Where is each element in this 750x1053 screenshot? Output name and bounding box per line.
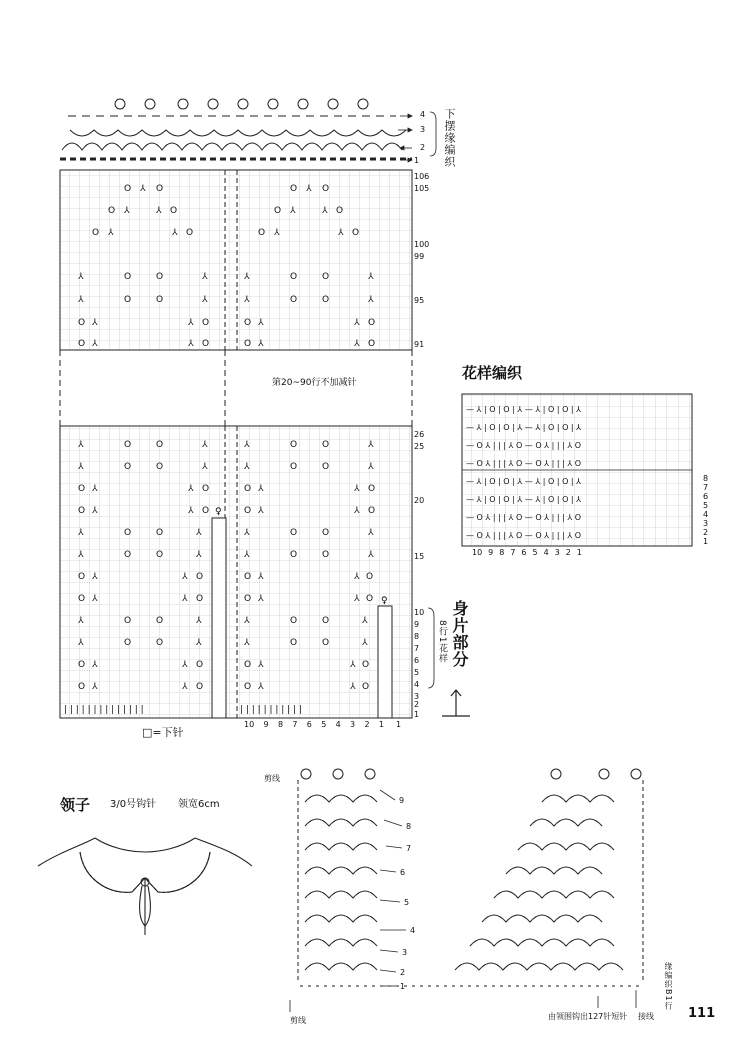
svg-text:O: O	[290, 462, 298, 472]
svg-text:⅄: ⅄	[92, 660, 98, 670]
pattern-col-label: 10	[472, 548, 483, 557]
pattern-row-label: 3	[703, 519, 709, 528]
svg-text:⅄: ⅄	[350, 660, 356, 670]
svg-text:⅄: ⅄	[92, 318, 98, 328]
svg-text:O: O	[186, 228, 194, 238]
pattern-col-label: 5	[532, 548, 538, 557]
svg-text:⅄: ⅄	[258, 682, 264, 692]
row-label: 91	[414, 340, 425, 349]
svg-text:| | | | | | | | | | | | | |: | | | | | | | | | | | | | |	[64, 705, 144, 715]
hem-row-label: 4	[420, 110, 426, 119]
repeat-note: 8行1花样	[437, 620, 447, 664]
row-label: 99	[414, 252, 425, 261]
svg-text:⅄: ⅄	[322, 206, 328, 216]
svg-text:⅄: ⅄	[258, 572, 264, 582]
join-label: 接线	[638, 1012, 654, 1021]
svg-text:⅄: ⅄	[244, 550, 250, 560]
svg-text:O: O	[124, 550, 132, 560]
hem-edging	[60, 99, 412, 159]
chart-skipped-section	[60, 350, 412, 426]
row-label: 6	[414, 656, 420, 665]
svg-text:O: O	[244, 339, 252, 349]
svg-text:O: O	[124, 440, 132, 450]
svg-text:O: O	[156, 528, 164, 538]
pattern-col-label: 4	[543, 548, 549, 557]
svg-text:O: O	[290, 528, 298, 538]
pattern-title: 花样编织	[462, 364, 523, 382]
svg-text:⅄: ⅄	[244, 616, 250, 626]
svg-text:⅄: ⅄	[140, 184, 146, 194]
svg-text:⅄: ⅄	[92, 594, 98, 604]
svg-text:⅄: ⅄	[258, 484, 264, 494]
svg-text:⅄: ⅄	[202, 462, 208, 472]
svg-text:O: O	[196, 682, 204, 692]
row-label: 15	[414, 552, 425, 561]
svg-text:O: O	[258, 228, 266, 238]
svg-text:O: O	[244, 506, 252, 516]
svg-text:O: O	[202, 339, 210, 349]
collar-row-arrows	[290, 790, 636, 1012]
svg-text:⅄: ⅄	[368, 272, 374, 282]
svg-text:O: O	[124, 638, 132, 648]
svg-text:— ⅄ | O | O | ⅄ — ⅄ | O | O |: — ⅄ | O | O | ⅄ — ⅄ | O | O | ⅄	[466, 495, 582, 504]
svg-text:O: O	[202, 506, 210, 516]
svg-text:O: O	[290, 616, 298, 626]
svg-text:O: O	[156, 550, 164, 560]
svg-text:⅄: ⅄	[338, 228, 344, 238]
row-label: 1	[414, 710, 420, 719]
row-label: 2	[414, 700, 420, 709]
svg-text:⅄: ⅄	[368, 550, 374, 560]
svg-text:⅄: ⅄	[156, 206, 162, 216]
svg-text:O: O	[244, 660, 252, 670]
hem-row-arrows	[398, 114, 412, 162]
pattern-col-label: 1	[576, 548, 582, 557]
svg-text:⅄: ⅄	[92, 506, 98, 516]
col-label: 4	[335, 720, 341, 729]
svg-text:⅄: ⅄	[196, 528, 202, 538]
svg-text:O: O	[156, 272, 164, 282]
svg-text:⅄: ⅄	[78, 528, 84, 538]
svg-text:O: O	[78, 682, 86, 692]
hem-row-label: 3	[420, 125, 426, 134]
col-label: 8	[277, 720, 284, 729]
svg-text:⅄: ⅄	[108, 228, 114, 238]
svg-text:⅄: ⅄	[244, 440, 250, 450]
edge-label: 缘编织B1行	[664, 962, 673, 1011]
svg-text:⅄: ⅄	[182, 594, 188, 604]
svg-text:⅄: ⅄	[78, 462, 84, 472]
cut-thread-bottom: 剪线	[290, 1016, 306, 1025]
svg-text:— O ⅄ | | | ⅄ O — O ⅄ | | | ⅄: — O ⅄ | | | ⅄ O — O ⅄ | | | ⅄ O	[466, 513, 582, 522]
svg-text:— O ⅄ | | | ⅄ O — O ⅄ | | | ⅄: — O ⅄ | | | ⅄ O — O ⅄ | | | ⅄ O	[466, 531, 582, 540]
svg-text:O: O	[196, 594, 204, 604]
svg-text:O: O	[368, 506, 376, 516]
collar-row-label: 6	[400, 868, 406, 877]
svg-text:♀: ♀	[215, 507, 222, 517]
svg-text:O: O	[322, 638, 330, 648]
pattern-col-label: 7	[510, 548, 516, 557]
svg-text:O: O	[362, 682, 370, 692]
svg-text:O: O	[124, 616, 132, 626]
svg-text:⅄: ⅄	[258, 594, 264, 604]
col-label: 1	[378, 720, 384, 729]
svg-text:⅄: ⅄	[354, 506, 360, 516]
pattern-row-label: 1	[703, 537, 709, 546]
pattern-row-label: 4	[703, 510, 709, 519]
svg-text:⅄: ⅄	[92, 484, 98, 494]
row-label: 3	[414, 692, 420, 701]
pattern-col-labels	[472, 548, 582, 557]
hem-row-label: 1	[414, 156, 420, 165]
pattern-row-label: 7	[703, 483, 709, 492]
column-labels	[244, 720, 384, 729]
svg-text:⅄: ⅄	[306, 184, 312, 194]
svg-text:O: O	[290, 440, 298, 450]
collar-hook: 3/0号钩针	[110, 799, 157, 810]
col-label: 2	[364, 720, 370, 729]
svg-text:⅄: ⅄	[202, 272, 208, 282]
row-label: 4	[414, 680, 420, 689]
svg-text:O: O	[156, 616, 164, 626]
svg-text:⅄: ⅄	[78, 272, 84, 282]
svg-text:O: O	[202, 484, 210, 494]
svg-text:⅄: ⅄	[354, 339, 360, 349]
col-label: 5	[321, 720, 327, 729]
pattern-col-label: 9	[488, 548, 494, 557]
svg-text:O: O	[156, 440, 164, 450]
col-label: 3	[350, 720, 356, 729]
svg-text:O: O	[202, 318, 210, 328]
svg-text:⅄: ⅄	[258, 506, 264, 516]
collar-row-label: 3	[402, 948, 408, 957]
svg-text:⅄: ⅄	[188, 339, 194, 349]
svg-text:O: O	[322, 616, 330, 626]
svg-text:⅄: ⅄	[78, 616, 84, 626]
svg-text:⅄: ⅄	[244, 462, 250, 472]
svg-text:O: O	[322, 440, 330, 450]
svg-text:O: O	[290, 184, 298, 194]
svg-text:⅄: ⅄	[188, 318, 194, 328]
up-arrow	[442, 690, 470, 716]
svg-text:⅄: ⅄	[244, 295, 250, 305]
row-label: 10	[414, 608, 425, 617]
svg-text:— O ⅄ | | | ⅄ O — O ⅄ | | | ⅄: — O ⅄ | | | ⅄ O — O ⅄ | | | ⅄ O	[466, 441, 582, 450]
collar-illustration	[38, 838, 252, 935]
svg-text:O: O	[124, 295, 132, 305]
row-label: 7	[414, 644, 420, 653]
svg-text:⅄: ⅄	[202, 295, 208, 305]
cut-thread-top: 剪线	[264, 774, 280, 783]
svg-text:⅄: ⅄	[172, 228, 178, 238]
svg-text:O: O	[290, 550, 298, 560]
svg-text:O: O	[244, 484, 252, 494]
svg-text:O: O	[78, 572, 86, 582]
row-label: 9	[414, 620, 420, 629]
legend: □=下针	[142, 726, 184, 739]
svg-text:O: O	[366, 572, 374, 582]
collar-chart	[298, 769, 643, 986]
svg-text:⅄: ⅄	[362, 616, 368, 626]
svg-text:⅄: ⅄	[78, 638, 84, 648]
collar-row-label: 5	[404, 898, 410, 907]
svg-text:O: O	[78, 339, 86, 349]
svg-text:O: O	[78, 318, 86, 328]
svg-text:O: O	[170, 206, 178, 216]
svg-text:O: O	[322, 528, 330, 538]
svg-text:⅄: ⅄	[188, 484, 194, 494]
svg-text:⅄: ⅄	[258, 660, 264, 670]
svg-text:O: O	[244, 318, 252, 328]
collar-row-label: 1	[400, 982, 406, 991]
svg-text:O: O	[124, 184, 132, 194]
svg-text:⅄: ⅄	[78, 295, 84, 305]
svg-text:♀: ♀	[381, 596, 388, 606]
svg-text:⅄: ⅄	[182, 660, 188, 670]
svg-text:O: O	[368, 339, 376, 349]
svg-text:⅄: ⅄	[188, 506, 194, 516]
svg-text:O: O	[124, 462, 132, 472]
svg-text:O: O	[244, 682, 252, 692]
svg-text:O: O	[322, 462, 330, 472]
svg-text:O: O	[196, 660, 204, 670]
svg-text:O: O	[156, 295, 164, 305]
svg-text:O: O	[274, 206, 282, 216]
col-label: 10	[244, 720, 255, 729]
edge-col-label: 1	[396, 720, 402, 729]
svg-text:O: O	[322, 272, 330, 282]
svg-text:⅄: ⅄	[78, 550, 84, 560]
svg-text:⅄: ⅄	[368, 462, 374, 472]
svg-text:O: O	[368, 318, 376, 328]
svg-text:⅄: ⅄	[78, 440, 84, 450]
svg-text:⅄: ⅄	[258, 339, 264, 349]
pattern-col-label: 2	[565, 548, 571, 557]
hem-title: 下摆缘编织	[443, 108, 456, 168]
svg-text:⅄: ⅄	[92, 682, 98, 692]
svg-text:⅄: ⅄	[354, 484, 360, 494]
svg-text:⅄: ⅄	[196, 550, 202, 560]
svg-text:O: O	[244, 594, 252, 604]
svg-text:O: O	[156, 638, 164, 648]
row-label: 5	[414, 668, 420, 677]
svg-text:⅄: ⅄	[354, 318, 360, 328]
page-number: 111	[688, 1006, 716, 1021]
svg-text:⅄: ⅄	[202, 440, 208, 450]
svg-text:O: O	[92, 228, 100, 238]
svg-text:⅄: ⅄	[354, 572, 360, 582]
svg-text:⅄: ⅄	[368, 440, 374, 450]
svg-text:| | | | | | | | | | |: | | | | | | | | | | |	[240, 705, 302, 715]
svg-text:O: O	[244, 572, 252, 582]
row-label: 20	[414, 496, 425, 505]
pattern-row-label: 2	[703, 528, 709, 537]
svg-text:O: O	[368, 484, 376, 494]
row-label: 26	[414, 430, 425, 439]
row-label: 106	[414, 172, 430, 181]
col-label: 9	[263, 720, 269, 729]
svg-text:O: O	[322, 184, 330, 194]
svg-text:⅄: ⅄	[258, 318, 264, 328]
svg-text:⅄: ⅄	[244, 638, 250, 648]
svg-text:⅄: ⅄	[92, 572, 98, 582]
row-label: 8	[414, 632, 420, 641]
svg-text:O: O	[290, 638, 298, 648]
svg-text:O: O	[352, 228, 360, 238]
svg-text:— ⅄ | O | O | ⅄ — ⅄ | O | O |: — ⅄ | O | O | ⅄ — ⅄ | O | O | ⅄	[466, 477, 582, 486]
svg-text:⅄: ⅄	[368, 295, 374, 305]
svg-text:O: O	[362, 660, 370, 670]
svg-text:O: O	[124, 528, 132, 538]
svg-text:O: O	[322, 295, 330, 305]
svg-text:O: O	[124, 272, 132, 282]
skip-note: 第20~90行不加减针	[272, 378, 357, 388]
pattern-row-labels	[703, 474, 715, 546]
hem-row-label: 2	[420, 143, 426, 152]
svg-text:⅄: ⅄	[368, 528, 374, 538]
svg-text:⅄: ⅄	[290, 206, 296, 216]
svg-text:⅄: ⅄	[182, 682, 188, 692]
svg-text:— ⅄ | O | O | ⅄ — ⅄ | O | O |: — ⅄ | O | O | ⅄ — ⅄ | O | O | ⅄	[466, 423, 582, 432]
svg-text:O: O	[196, 572, 204, 582]
svg-text:⅄: ⅄	[244, 528, 250, 538]
row-label: 100	[414, 240, 430, 249]
collar-width: 领宽6cm	[178, 799, 220, 810]
svg-text:⅄: ⅄	[244, 272, 250, 282]
svg-text:O: O	[290, 295, 298, 305]
svg-text:⅄: ⅄	[124, 206, 130, 216]
collar-row-label: 8	[406, 822, 412, 831]
pattern-chart-grid	[462, 394, 692, 546]
svg-text:⅄: ⅄	[350, 682, 356, 692]
svg-text:— ⅄ | O | O | ⅄ — ⅄ | O | O |: — ⅄ | O | O | ⅄ — ⅄ | O | O | ⅄	[466, 405, 582, 414]
pattern-col-label: 8	[499, 548, 505, 557]
pattern-col-label: 3	[554, 548, 560, 557]
collar-row-label: 2	[400, 968, 406, 977]
repeat-bracket	[428, 608, 434, 688]
row-label: 25	[414, 442, 425, 451]
pattern-row-label: 8	[703, 474, 709, 483]
pattern-row-label: 6	[703, 492, 709, 501]
svg-text:O: O	[78, 594, 86, 604]
svg-text:⅄: ⅄	[196, 616, 202, 626]
svg-text:O: O	[322, 550, 330, 560]
svg-text:O: O	[290, 272, 298, 282]
svg-text:O: O	[78, 506, 86, 516]
pattern-row-label: 5	[703, 501, 709, 510]
row-label: 95	[414, 296, 425, 305]
svg-text:⅄: ⅄	[182, 572, 188, 582]
svg-text:O: O	[78, 484, 86, 494]
svg-text:O: O	[156, 184, 164, 194]
svg-text:⅄: ⅄	[362, 638, 368, 648]
svg-text:⅄: ⅄	[92, 339, 98, 349]
row-label: 105	[414, 184, 430, 193]
svg-text:O: O	[78, 660, 86, 670]
pickup-note: 由领围钩出127针短针	[548, 1012, 628, 1021]
col-label: 7	[292, 720, 298, 729]
svg-text:⅄: ⅄	[196, 638, 202, 648]
svg-text:O: O	[108, 206, 116, 216]
body-label: 身片部分	[450, 600, 469, 668]
collar-row-label: 4	[410, 926, 416, 935]
collar-row-label: 7	[406, 844, 412, 853]
col-label: 6	[306, 720, 312, 729]
svg-text:O: O	[366, 594, 374, 604]
svg-text:O: O	[336, 206, 344, 216]
collar-title: 领子	[60, 796, 91, 814]
svg-text:— O ⅄ | | | ⅄ O — O ⅄ | | | ⅄: — O ⅄ | | | ⅄ O — O ⅄ | | | ⅄ O	[466, 459, 582, 468]
collar-row-label: 9	[399, 796, 405, 805]
svg-text:O: O	[156, 462, 164, 472]
svg-text:⅄: ⅄	[274, 228, 280, 238]
pattern-col-label: 6	[521, 548, 527, 557]
svg-text:⅄: ⅄	[354, 594, 360, 604]
